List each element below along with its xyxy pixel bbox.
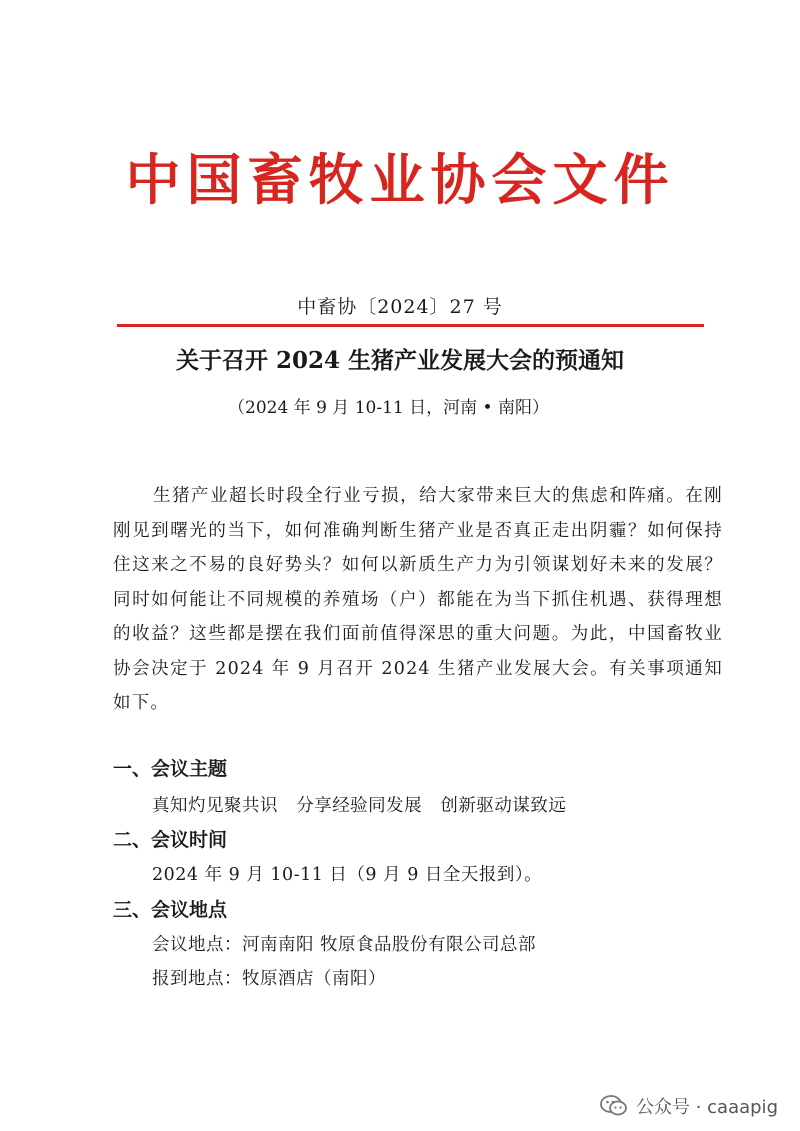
notice-title: 关于召开 2024 生猪产业发展大会的预通知: [175, 347, 625, 374]
wechat-watermark: [600, 1093, 778, 1119]
section-line-theme: 真知灼见聚共识 分享经验同发展 创新驱动谋致远: [152, 796, 567, 816]
issuer-header-title: 中国畜牧业协会文件: [125, 148, 675, 212]
section-heading-time: 二、会议时间: [113, 829, 228, 851]
wechat-icon: [600, 1094, 628, 1118]
section-line-venue-registration: 报到地点：牧原酒店（南阳）: [152, 969, 386, 989]
section-heading-theme: 一、会议主题: [113, 758, 228, 780]
document-number: 中畜协〔2024〕27 号: [297, 296, 503, 318]
section-line-venue-meeting: 会议地点：河南南阳 牧原食品股份有限公司总部: [152, 935, 537, 955]
watermark-text: 公众号 · caaapig: [635, 1097, 778, 1118]
notice-subtitle: （2024 年 9 月 10-11 日，河南 • 南阳）: [228, 398, 549, 418]
intro-paragraph: 生猪产业超长时段全行业亏损，给大家带来巨大的焦虑和阵痛。在刚刚见到曙光的当下，如何准确判断生猪产业是否真正走出阴霾？如何保持住这来之不易的良好势头？如何以新质生产力为引领谋划好未来的发展？同时如何能让不同规模的养殖场（户）都能在为当下抓住机遇、获得理想的收益？这些都是摆在我们面前值得深思的重大问题。为此，中国畜牧业协会决定于 2024 年 9 月召开 2024 生猪产业发展大会。有关事项通知如下。: [113, 486, 723, 713]
section-line-time: 2024 年 9 月 10-11 日（9 月 9 日全天报到）。: [152, 865, 543, 885]
section-heading-venue: 三、会议地点: [113, 899, 228, 921]
red-divider-line: [117, 324, 704, 327]
